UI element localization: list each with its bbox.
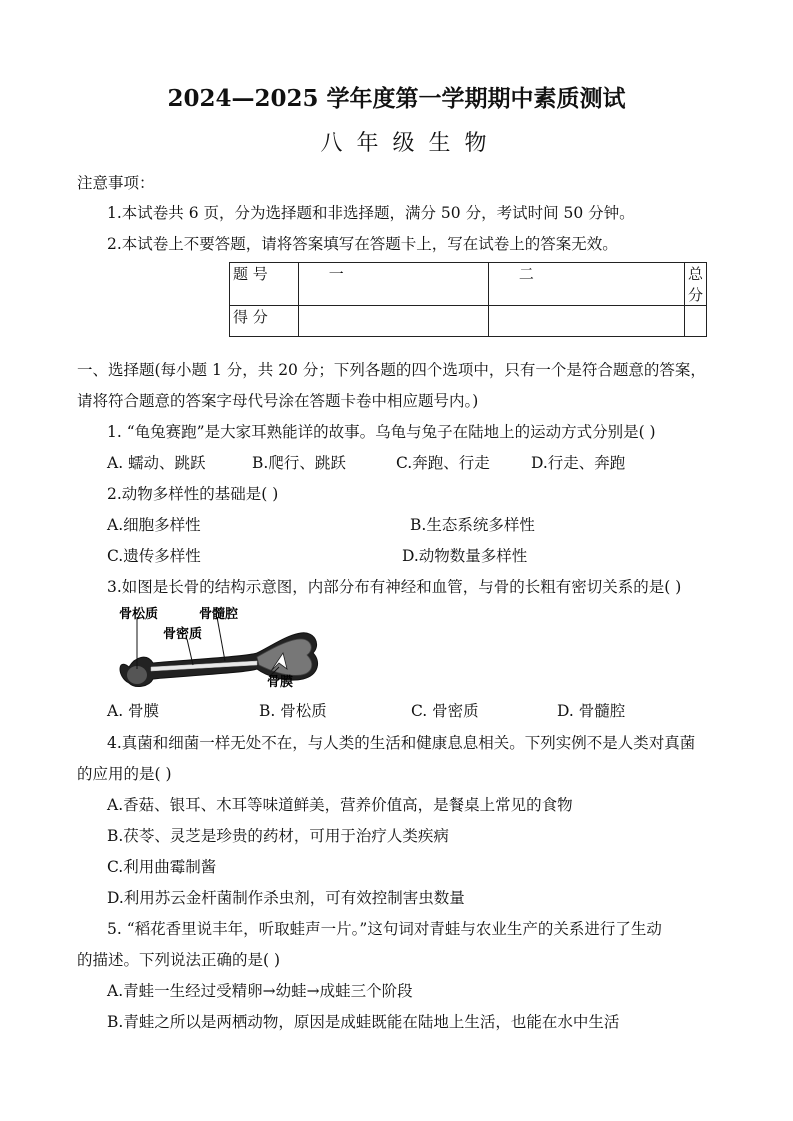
q2-option-c: C.遗传多样性 [107,547,201,565]
score-header-total: 总 分 [684,263,706,306]
score-table-header-row [230,263,707,306]
score-cell-part2 [488,306,684,337]
notice-item-2: 2.本试卷上不要答题，请将答案填写在答题卡上，写在试卷上的答案无效。 [107,235,618,253]
q4-option-d: D.利用苏云金杆菌制作杀虫剂，可有效控制害虫数量 [107,889,465,907]
q4-stem-line2: 的应用的是( ) [77,765,172,783]
q1-option-d: D.行走、奔跑 [531,454,626,472]
q2-option-d: D.动物数量多样性 [402,547,528,565]
score-cell-total [684,306,706,337]
q1-option-c: C.奔跑、行走 [396,454,490,472]
q1-stem: 1. “龟兔赛跑”是大家耳熟能详的故事。乌龟与兔子在陆地上的运动方式分别是( ) [107,423,656,441]
score-header-label: 题 号 [230,263,299,306]
q4-stem-line1: 4.真菌和细菌一样无处不在，与人类的生活和健康息息相关。下列实例不是人类对真菌 [107,734,696,752]
score-table-score-row [230,306,707,337]
notice-heading: 注意事项： [77,174,155,192]
exam-subtitle: 八年级生物 [320,131,501,156]
q2-stem: 2.动物多样性的基础是( ) [107,485,279,503]
q4-option-b: B.茯苓、灵芝是珍贵的药材，可用于治疗人类疾病 [107,827,449,845]
q4-option-a: A.香菇、银耳、木耳等味道鲜美，营养价值高，是餐桌上常见的食物 [107,796,573,814]
score-cell-part1 [298,306,488,337]
exam-title: 2024—2025 学年度第一学期期中素质测试 [167,85,626,112]
q3-option-b: B. 骨松质 [259,702,327,720]
long-bone-figure [107,605,335,691]
q1-option-b: B.爬行、跳跃 [252,454,346,472]
q3-stem: 3.如图是长骨的结构示意图，内部分布有神经和血管，与骨的长粗有密切关系的是( ) [107,578,682,596]
score-header-part1: 一 [298,263,488,306]
q3-option-a: A. 骨膜 [107,702,160,720]
score-table [229,262,707,337]
notice-item-1: 1.本试卷共 6 页，分为选择题和非选择题，满分 50 分，考试时间 50 分钟。 [107,204,635,222]
q3-option-c: C. 骨密质 [411,702,479,720]
q5-option-a: A.青蛙一生经过受精卵→幼蛙→成蛙三个阶段 [107,982,413,1000]
label-spongy-bone: 骨松质 [119,607,159,622]
label-compact-bone: 骨密质 [163,627,203,642]
score-header-part2: 二 [488,263,684,306]
q2-option-b: B.生态系统多样性 [410,516,535,534]
q4-option-c: C.利用曲霉制酱 [107,858,217,876]
label-periosteum: 骨膜 [267,675,294,690]
q5-stem-line1: 5. “稻花香里说丰年，听取蛙声一片。”这句词对青蛙与农业生产的关系进行了生动 [107,920,662,938]
q2-option-a: A.细胞多样性 [107,516,201,534]
q1-option-a: A. 蠕动、跳跃 [107,454,206,472]
q5-option-b: B.青蛙之所以是两栖动物，原因是成蛙既能在陆地上生活，也能在水中生活 [107,1013,620,1031]
q3-option-d: D. 骨髓腔 [557,702,626,720]
score-row-label: 得 分 [230,306,299,337]
label-marrow-cavity: 骨髓腔 [199,607,239,622]
section1-instructions-line2: 请将符合题意的答案字母代号涂在答题卡卷中相应题号内。) [77,392,479,410]
q5-stem-line2: 的描述。下列说法正确的是( ) [77,951,281,969]
section1-instructions-line1: 一、选择题(每小题 1 分，共 20 分；下列各题的四个选项中，只有一个是符合题意的答案， [77,361,706,379]
